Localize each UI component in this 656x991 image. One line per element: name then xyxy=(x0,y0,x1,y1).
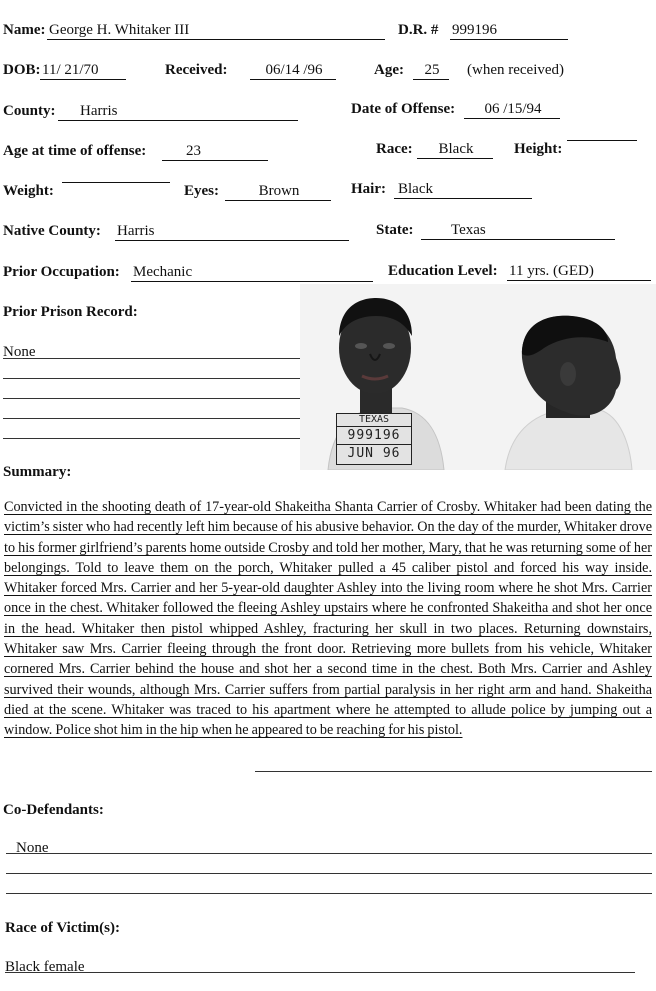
weight-value xyxy=(62,182,170,183)
native-county-value: Harris xyxy=(115,222,349,241)
eyes-value: Brown xyxy=(225,182,331,201)
victim-race-value: Black female xyxy=(5,959,85,975)
victim-race-line xyxy=(5,972,635,973)
mugshot-photo xyxy=(300,284,656,470)
prior-record-value: None xyxy=(3,344,36,360)
prior-record-label: Prior Prison Record: xyxy=(3,304,138,320)
education-label: Education Level: xyxy=(388,263,498,279)
date-offense-label: Date of Offense: xyxy=(351,101,456,117)
age-note: (when received) xyxy=(467,62,565,78)
codefendants-value: None xyxy=(16,840,49,856)
age-value: 25 xyxy=(413,61,449,80)
received-value: 06/14 /96 xyxy=(250,61,336,80)
summary-end-line xyxy=(255,771,652,772)
dob-label: DOB: xyxy=(3,62,41,78)
name-label: Name: xyxy=(3,22,46,38)
eyes-label: Eyes: xyxy=(184,183,219,199)
prior-record-line-5 xyxy=(3,438,300,439)
prior-record-line-3 xyxy=(3,398,300,399)
received-label: Received: xyxy=(165,62,228,78)
date-offense-value: 06 /15/94 xyxy=(464,100,560,119)
codefendants-heading: Co-Defendants: xyxy=(3,802,104,818)
prior-record-line-4 xyxy=(3,418,300,419)
hair-label: Hair: xyxy=(351,181,386,197)
codefendants-line-2 xyxy=(6,873,652,874)
native-county-label: Native County: xyxy=(3,223,101,239)
education-value: 11 yrs. (GED) xyxy=(507,262,651,281)
name-value: George H. Whitaker III xyxy=(47,21,385,40)
county-label: County: xyxy=(3,103,56,119)
placard-date: JUN 96 xyxy=(347,446,401,461)
weight-label: Weight: xyxy=(3,183,54,199)
prior-occupation-value: Mechanic xyxy=(131,263,373,282)
prior-record-line-1 xyxy=(3,358,300,359)
county-value: Harris xyxy=(58,102,298,121)
placard-number: 999196 xyxy=(337,427,411,445)
prior-occupation-label: Prior Occupation: xyxy=(3,264,120,280)
dr-label: D.R. # xyxy=(398,22,439,38)
age-offense-value: 23 xyxy=(162,142,268,161)
dr-value: 999196 xyxy=(450,21,568,40)
state-label: State: xyxy=(376,222,414,238)
state-value: Texas xyxy=(421,221,615,240)
placard-state: TEXAS xyxy=(337,414,411,427)
race-label: Race: xyxy=(376,141,413,157)
age-offense-label: Age at time of offense: xyxy=(3,143,147,159)
summary-heading: Summary: xyxy=(3,464,72,480)
codefendants-line-3 xyxy=(6,893,652,894)
age-label: Age: xyxy=(374,62,404,78)
dob-value: 11/ 21/70 xyxy=(40,61,126,80)
hair-value: Black xyxy=(394,180,532,199)
booking-placard xyxy=(336,413,412,465)
height-label: Height: xyxy=(514,141,563,157)
codefendants-line-1 xyxy=(6,853,652,854)
height-value xyxy=(567,140,637,141)
summary-text: Convicted in the shooting death of 17-year-old Shakeitha Shanta Carrier of Crosby. Whitaker had been dating the victim’s sister who had recently left him because of his abusive behavior. On the day of the murder, Whitaker drove to his former girlfriend’s parents home outside Crosby and told her mother, Mary, that he was returning some of her belongings. Told to leave them on the porch, Whitaker pulled a 45 caliber pistol and forced his way inside. Whitaker forced Mrs. Carrier and her 5-year-old daughter Ashley into the living room where he shot Mrs. Carrier once in the chest. Whitaker followed the fleeing Ashley upstairs where he confronted Shakeitha and shot her once in the head. Whitaker then pistol whipped Ashley, fracturing her skull in two places. Returning downstairs, Whitaker saw Mrs. Carrier fleeing through the front door. Retrieving more bullets from his vehicle, Whitaker cornered Mrs. Carrier behind the house and shot her a second time in the chest. Both Mrs. Carrier and Ashley survived their wounds, although Mrs. Carrier suffers from partial paralysis in her right arm and hand. Shakeitha died at the scene. Whitaker was traced to his apartment where he attempted to allude police by jumping out a window. Police shot him in the hip when he appeared to be reaching for his pistol. xyxy=(4,499,652,739)
prior-record-line-2 xyxy=(3,378,300,379)
victim-race-heading: Race of Victim(s): xyxy=(5,920,120,936)
race-value: Black xyxy=(417,140,493,159)
